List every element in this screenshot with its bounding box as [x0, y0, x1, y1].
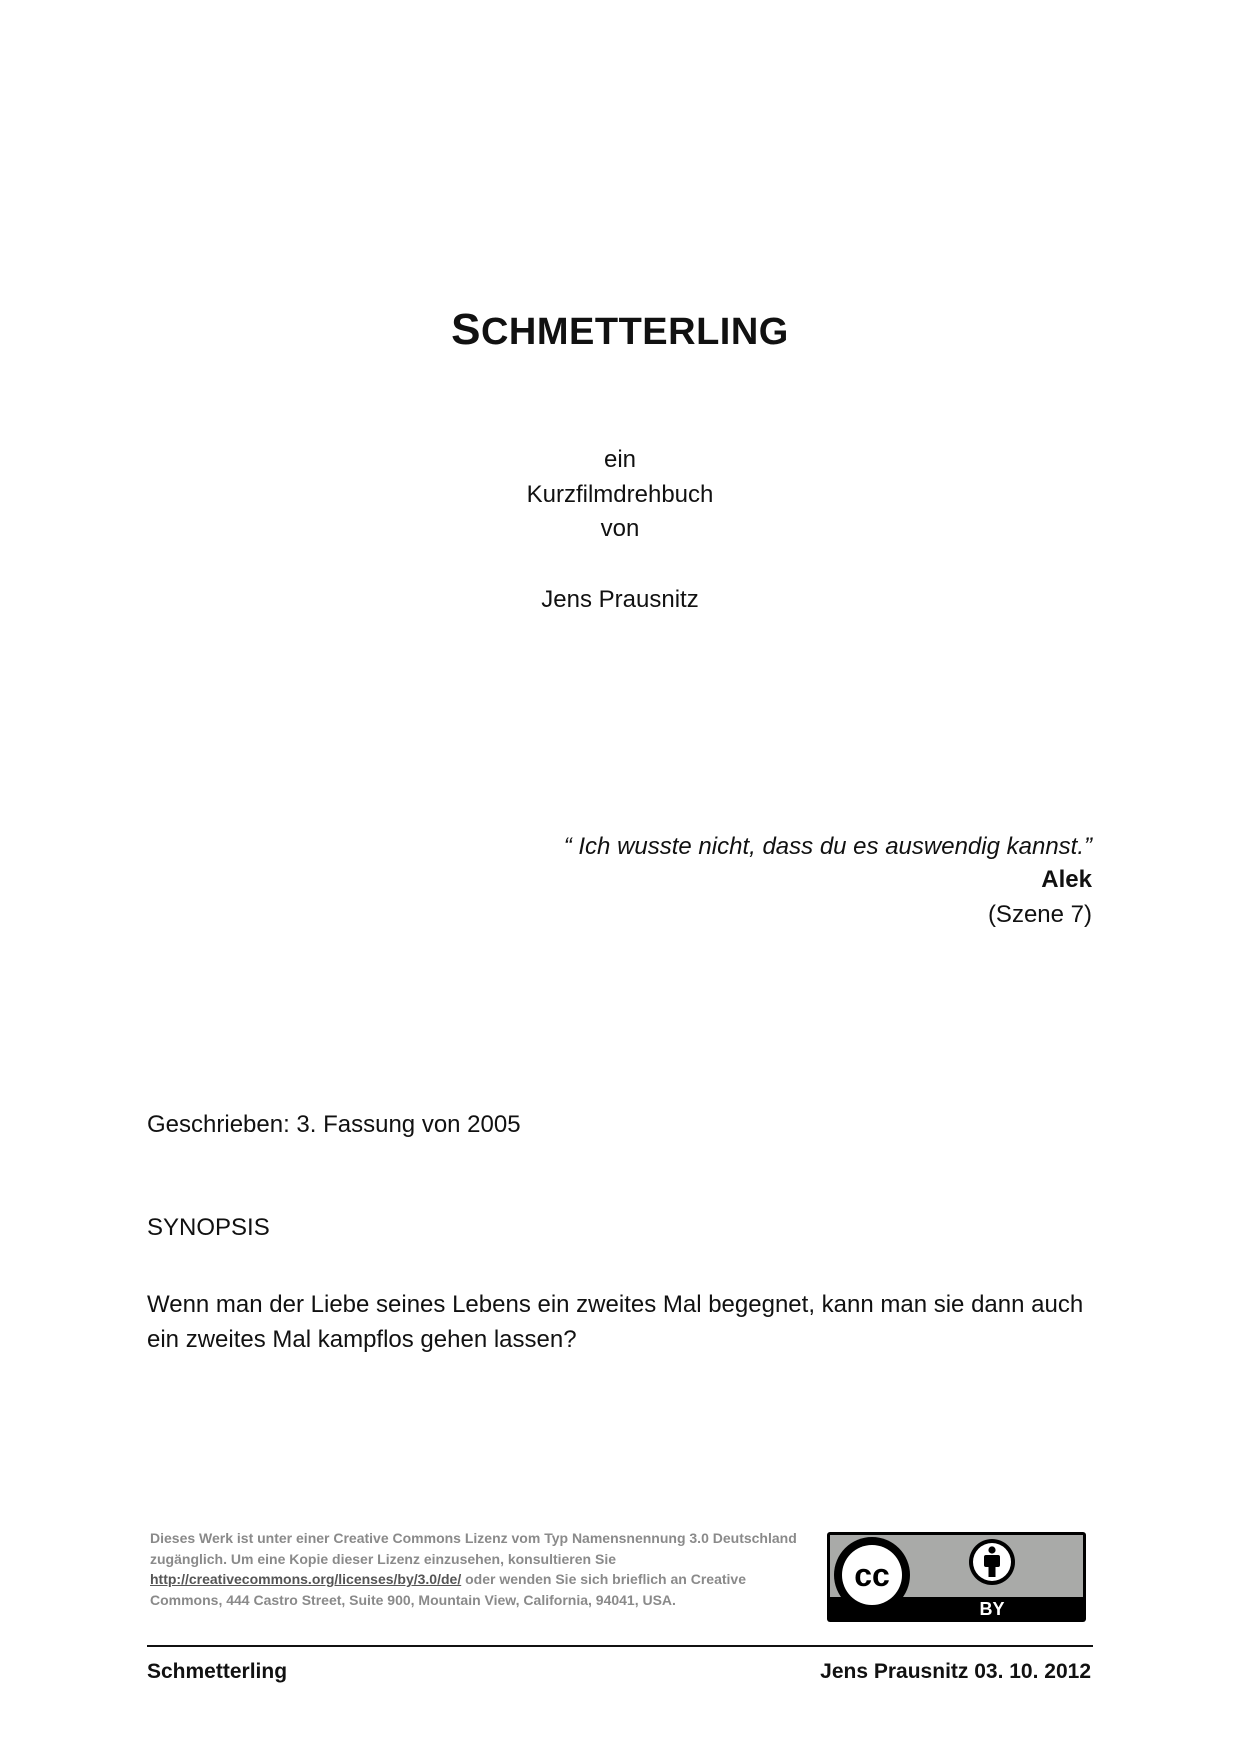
footer-author-date: Jens Prausnitz 03. 10. 2012	[820, 1660, 1091, 1683]
byline-kurzfilmdrehbuch: Kurzfilmdrehbuch	[526, 481, 714, 508]
epigraph-quote: “ Ich wusste nicht, dass du es auswendig kannst.”	[563, 833, 1092, 860]
footer-title: Schmetterling	[147, 1660, 288, 1683]
author-name: Jens Prausnitz	[541, 586, 699, 613]
cc-label: cc	[854, 1557, 890, 1593]
attribution-person-icon	[969, 1539, 1015, 1585]
title-rest: CHMETTERLING	[480, 311, 789, 353]
byline-von: von	[600, 515, 640, 542]
document-title	[0, 305, 1240, 354]
license-notice	[150, 1528, 820, 1610]
synopsis-heading: SYNOPSIS	[147, 1214, 270, 1241]
title-initial: S	[451, 305, 481, 354]
license-text-before: Dieses Werk ist unter einer Creative Commons Lizenz vom Typ Namensnennung 3.0 Deutschland zugänglich. Um eine Kopie dieser Lizenz einzusehen, konsultieren Sie	[150, 1530, 797, 1567]
license-text-after: oder wenden Sie sich brieflich an Creative Commons, 444 Castro Street, Suite 900, Mountain View, California, 94041, USA.	[150, 1571, 746, 1608]
written-version: Geschrieben: 3. Fassung von 2005	[147, 1111, 521, 1138]
byline-ein: ein	[603, 446, 637, 473]
epigraph-reference: (Szene 7)	[987, 901, 1092, 928]
license-link[interactable]: http://creativecommons.org/licenses/by/3.0/de/	[150, 1571, 462, 1587]
cc-by-badge-graphic	[826, 1531, 1087, 1623]
epigraph-speaker: Alek	[1041, 866, 1092, 893]
by-label: BY	[979, 1599, 1005, 1619]
synopsis-text: Wenn man der Liebe seines Lebens ein zweites Mal begegnet, kann man sie dann auch ein zweites Mal kampflos gehen lassen?	[147, 1291, 1084, 1353]
footer-divider	[147, 1645, 1093, 1647]
cc-by-badge[interactable]	[826, 1531, 1087, 1623]
